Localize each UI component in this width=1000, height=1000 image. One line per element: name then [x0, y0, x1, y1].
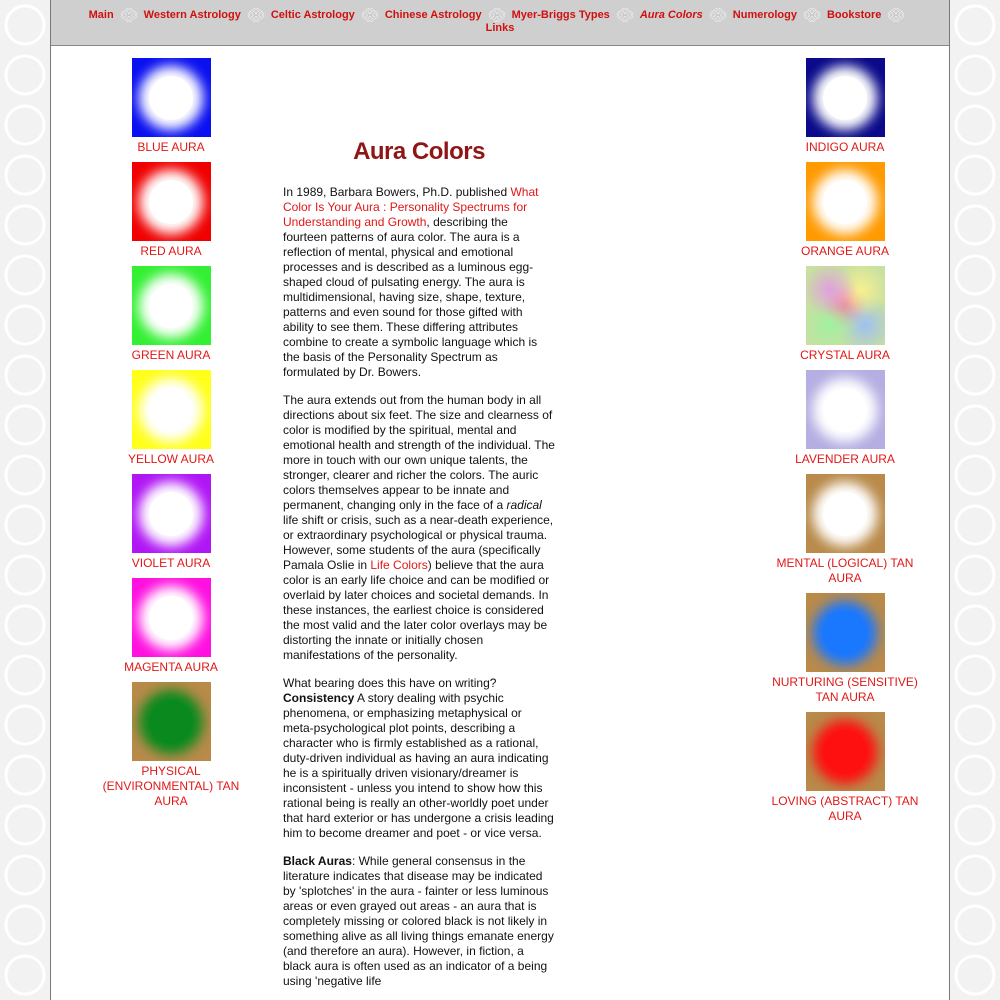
- aura-label[interactable]: BLUE AURA: [137, 140, 205, 154]
- aura-link-mental-logical-tan-aura[interactable]: [755, 474, 935, 586]
- paragraph-intro: [283, 185, 555, 380]
- celtic-knot-icon: [360, 8, 380, 22]
- aura-swatch-image[interactable]: [132, 474, 211, 553]
- intro-text-end: , describing the fourteen patterns of aura color. The aura is a reflection of mental, physical and emotional processes and is described as a luminous egg-shaped cloud of pulsating energy. The aura is multidimensional, having size, shape, texture, patterns and even sound for those gifted with ability to see them. These differing attributes combine to create a symbolic language which is the basis of the Personality Spectrum as formulated by Dr. Bowers.: [283, 215, 538, 379]
- celtic-knot-icon: [246, 8, 266, 22]
- aura-label[interactable]: YELLOW AURA: [127, 452, 215, 466]
- aura-swatch-image[interactable]: [806, 712, 885, 791]
- paragraph-aura-extent: [283, 393, 555, 663]
- aura-swatch-image[interactable]: [132, 578, 211, 657]
- consistency-heading: Consistency: [283, 691, 355, 705]
- aura-swatch-image[interactable]: [806, 162, 885, 241]
- extent-text-middle: life shift or crisis, such as a near-death experience, or extraordinary psychological or physical trauma. However, some students of the aura (specifically Pamala Oslie in: [283, 513, 554, 572]
- extent-text-end: ) believe that the aura color is an early life choice and can be modified or overlaid by later choices and societal demands. In these instances, the earliest choice is considered the most valid and the later color overlays may be distorting the innate or initially chosen manifestations of the personality.: [283, 558, 550, 662]
- aura-link-yellow-aura[interactable]: [81, 370, 261, 467]
- nav-link-bookstore[interactable]: Bookstore: [826, 9, 882, 21]
- radical-emphasis: radical: [506, 498, 542, 512]
- aura-link-lavender-aura[interactable]: [755, 370, 935, 467]
- black-auras-heading: Black Auras: [283, 854, 352, 868]
- aura-swatch-image[interactable]: [132, 58, 211, 137]
- aura-link-magenta-aura[interactable]: [81, 578, 261, 675]
- right-aura-column: [755, 58, 935, 831]
- nav-link-numerology[interactable]: Numerology: [732, 9, 797, 21]
- aura-label[interactable]: NURTURING (SENSITIVE) TAN AURA: [772, 675, 918, 704]
- aura-swatch-image[interactable]: [806, 266, 885, 345]
- aura-link-nurturing-sensitive-tan-aura[interactable]: [755, 593, 935, 705]
- celtic-knot-icon: [708, 8, 728, 22]
- aura-link-physical-environmental-tan-aura[interactable]: [81, 682, 261, 809]
- paragraph-consistency: [283, 676, 555, 841]
- page-container: [50, 0, 950, 1000]
- aura-label[interactable]: ORANGE AURA: [800, 244, 890, 258]
- aura-link-blue-aura[interactable]: [81, 58, 261, 155]
- nav-link-chinese-astrology[interactable]: Chinese Astrology: [384, 9, 482, 21]
- aura-link-loving-abstract-tan-aura[interactable]: [755, 712, 935, 824]
- extent-text-start: The aura extends out from the human body in all directions about six feet. The size and clearness of color is modified by the spiritual, mental and emotional health and strength of the individual. The more in touch with our own unique talents, the stronger, clearer and richer the colors. The auric colors themselves appear to be innate and permanent, changing only in the face of a: [283, 393, 555, 512]
- book-link-life-colors[interactable]: Life Colors: [370, 558, 428, 572]
- aura-link-red-aura[interactable]: [81, 162, 261, 259]
- writing-question: What bearing does this have on writing?: [283, 676, 497, 690]
- left-aura-column: [81, 58, 261, 816]
- celtic-knot-icon: [119, 8, 139, 22]
- aura-label[interactable]: MENTAL (LOGICAL) TAN AURA: [776, 556, 914, 585]
- aura-label[interactable]: CRYSTAL AURA: [800, 348, 890, 362]
- aura-label[interactable]: MAGENTA AURA: [124, 660, 218, 674]
- book-link-what-color[interactable]: What Color Is Your Aura : Personality Spectrums for Understanding and Growth: [283, 185, 539, 229]
- aura-link-indigo-aura[interactable]: [755, 58, 935, 155]
- aura-label[interactable]: PHYSICAL (ENVIRONMENTAL) TAN AURA: [102, 764, 240, 808]
- aura-link-green-aura[interactable]: [81, 266, 261, 363]
- top-navigation: [51, 0, 949, 46]
- aura-link-violet-aura[interactable]: [81, 474, 261, 571]
- nav-link-main[interactable]: Main: [88, 9, 114, 21]
- aura-swatch-image[interactable]: [132, 682, 211, 761]
- nav-link-myer-briggs-types[interactable]: Myer-Briggs Types: [511, 9, 610, 21]
- nav-link-western-astrology[interactable]: Western Astrology: [143, 9, 241, 21]
- aura-label[interactable]: VIOLET AURA: [131, 556, 211, 570]
- aura-swatch-image[interactable]: [806, 370, 885, 449]
- nav-link-aura-colors[interactable]: Aura Colors: [639, 9, 703, 21]
- aura-swatch-image[interactable]: [806, 474, 885, 553]
- aura-swatch-image[interactable]: [132, 266, 211, 345]
- aura-swatch-image[interactable]: [806, 58, 885, 137]
- aura-link-crystal-aura[interactable]: [755, 266, 935, 363]
- celtic-knot-icon: [802, 8, 822, 22]
- aura-swatch-image[interactable]: [806, 593, 885, 672]
- consistency-text: A story dealing with psychic phenomena, or emphasizing metaphysical or meta-psychological plot points, describing a character who is firmly established as a rational, duty-driven individual as having an aura indicating he is a spiritually driven visionary/dreamer is inconsistent - unless you intend to show how this rational being is really an other-worldly poet under that hard exterior or has undergone a crisis leading him to become dreamer and poet - or vice versa.: [283, 691, 554, 840]
- paragraph-black-auras: [283, 854, 555, 989]
- aura-swatch-image[interactable]: [132, 370, 211, 449]
- intro-text-start: In 1989, Barbara Bowers, Ph.D. published: [283, 185, 511, 199]
- page-title: Aura Colors: [353, 138, 485, 165]
- black-auras-text: : While general consensus in the literature indicates that disease may be indicated by 'splotches' in the aura - fainter or less luminous areas or even grayed out areas - an aura that is completely missing or colored black is not likely in something alive as all living things emanate energy (and therefore an aura). However, in fiction, a black aura is often used as an indicator of a being using 'negative life: [283, 854, 554, 988]
- nav-link-celtic-astrology[interactable]: Celtic Astrology: [270, 9, 355, 21]
- aura-label[interactable]: LAVENDER AURA: [795, 452, 895, 466]
- celtic-knot-icon: [886, 8, 906, 22]
- aura-label[interactable]: LOVING (ABSTRACT) TAN AURA: [771, 794, 919, 823]
- main-content: [283, 136, 555, 1000]
- aura-label[interactable]: INDIGO AURA: [805, 140, 885, 154]
- nav-link-links[interactable]: Links: [485, 22, 515, 34]
- celtic-knot-icon: [487, 8, 507, 22]
- aura-label[interactable]: GREEN AURA: [131, 348, 211, 362]
- aura-swatch-image[interactable]: [132, 162, 211, 241]
- aura-label[interactable]: RED AURA: [140, 244, 202, 258]
- aura-link-orange-aura[interactable]: [755, 162, 935, 259]
- celtic-knot-icon: [615, 8, 635, 22]
